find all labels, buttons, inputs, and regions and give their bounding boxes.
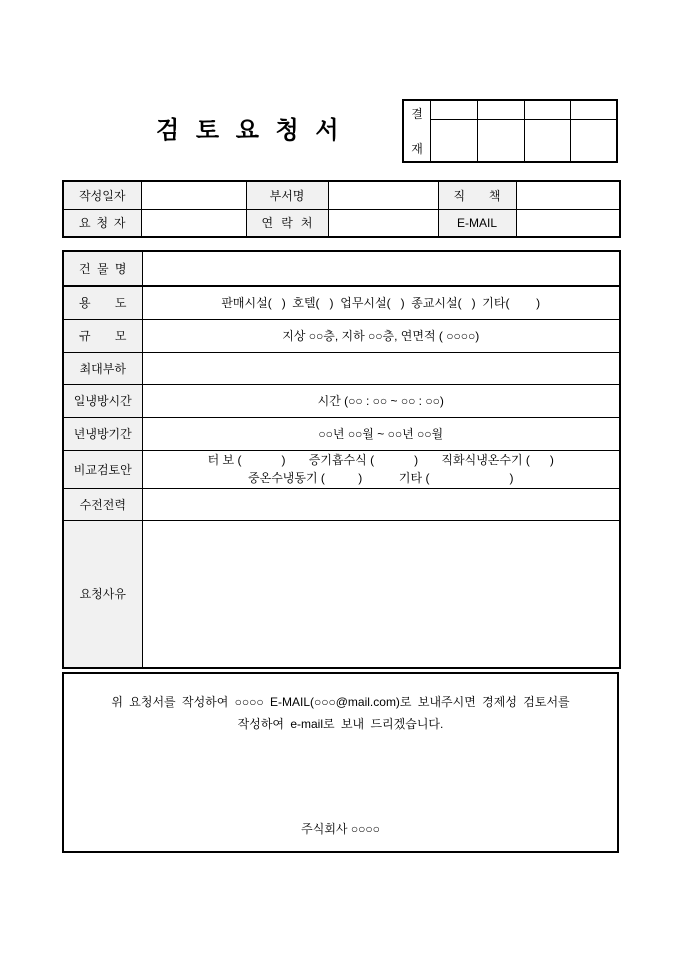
approval-sign-cell[interactable] (570, 120, 616, 161)
label-department: 부서명 (246, 181, 328, 209)
row-request-reason (63, 520, 620, 668)
approval-sign-grid (431, 101, 616, 161)
page-title: 검 토 요 청 서 (156, 117, 344, 144)
field-annual-cooling-period: ○○년 ○○월 ~ ○○년 ○○월 (142, 417, 620, 450)
approval-title-cell[interactable] (431, 101, 477, 120)
label-received-power: 수전전력 (63, 488, 142, 520)
footer-notice-line-2: 작성하여 e-mail로 보내 드리겠습니다. (237, 716, 444, 731)
approval-title-cell[interactable] (524, 101, 570, 120)
field-contact[interactable] (328, 209, 438, 237)
footer-notice-box (62, 672, 619, 853)
approval-box (402, 99, 618, 163)
label-usage: 용 도 (63, 286, 142, 319)
field-daily-cooling-hours: 시간 (○○ : ○○ ~ ○○ : ○○) (142, 384, 620, 417)
field-write-date[interactable] (141, 181, 246, 209)
field-email[interactable] (516, 209, 620, 237)
approval-side-label (404, 101, 431, 161)
label-max-load: 최대부하 (63, 352, 142, 384)
approval-sign-cell[interactable] (524, 120, 570, 161)
footer-notice (74, 692, 607, 735)
row-daily-cooling-hours (63, 384, 620, 417)
label-building-name: 건 물 명 (63, 251, 142, 286)
field-max-load[interactable] (142, 352, 620, 384)
field-received-power[interactable] (142, 488, 620, 520)
request-detail-table (62, 250, 621, 669)
info-row-1 (63, 181, 620, 209)
footer-notice-line-1: 위 요청서를 작성하여 ○○○○ E-MAIL(○○○@mail.com)로 보내주시면 경제성 검토서를 (111, 695, 570, 709)
requester-info-table (62, 180, 621, 238)
approval-title-cell[interactable] (477, 101, 523, 120)
approval-label-top: 결 (411, 107, 423, 121)
label-request-reason: 요청사유 (63, 520, 142, 668)
row-annual-cooling-period (63, 417, 620, 450)
row-scale (63, 319, 620, 352)
row-received-power (63, 488, 620, 520)
approval-sign-cell[interactable] (477, 120, 523, 161)
field-scale: 지상 ○○층, 지하 ○○층, 연면적 ( ○○○○) (142, 319, 620, 352)
approval-label-bottom: 재 (411, 142, 423, 156)
label-comparison-review: 비교검토안 (63, 450, 142, 488)
comparison-review-line-1: 터 보 ( ) 증기흡수식 ( ) 직화식냉온수기 ( ) (207, 452, 554, 467)
field-building-name[interactable] (142, 251, 620, 286)
field-usage: 판매시설( ) 호텔( ) 업무시설( ) 종교시설( ) 기타( ) (142, 286, 620, 319)
field-comparison-review (142, 450, 620, 488)
label-requester: 요 청 자 (63, 209, 141, 237)
approval-title-cell[interactable] (570, 101, 616, 120)
field-department[interactable] (328, 181, 438, 209)
info-row-2 (63, 209, 620, 237)
label-scale: 규 모 (63, 319, 142, 352)
label-annual-cooling-period: 년냉방기간 (63, 417, 142, 450)
row-building-name (63, 251, 620, 286)
label-contact: 연 락 처 (246, 209, 328, 237)
field-request-reason[interactable] (142, 520, 620, 668)
row-max-load (63, 352, 620, 384)
label-daily-cooling-hours: 일냉방시간 (63, 384, 142, 417)
company-name: 주식회사 ○○○○ (301, 822, 380, 836)
field-position[interactable] (516, 181, 620, 209)
row-usage (63, 286, 620, 319)
label-position: 직 책 (438, 181, 516, 209)
row-comparison-review (63, 450, 620, 488)
comparison-review-line-2: 중온수냉동기 ( ) 기타 ( ) (248, 471, 514, 486)
approval-sign-cell[interactable] (431, 120, 477, 161)
label-write-date: 작성일자 (63, 181, 141, 209)
field-requester[interactable] (141, 209, 246, 237)
label-email: E-MAIL (438, 209, 516, 237)
